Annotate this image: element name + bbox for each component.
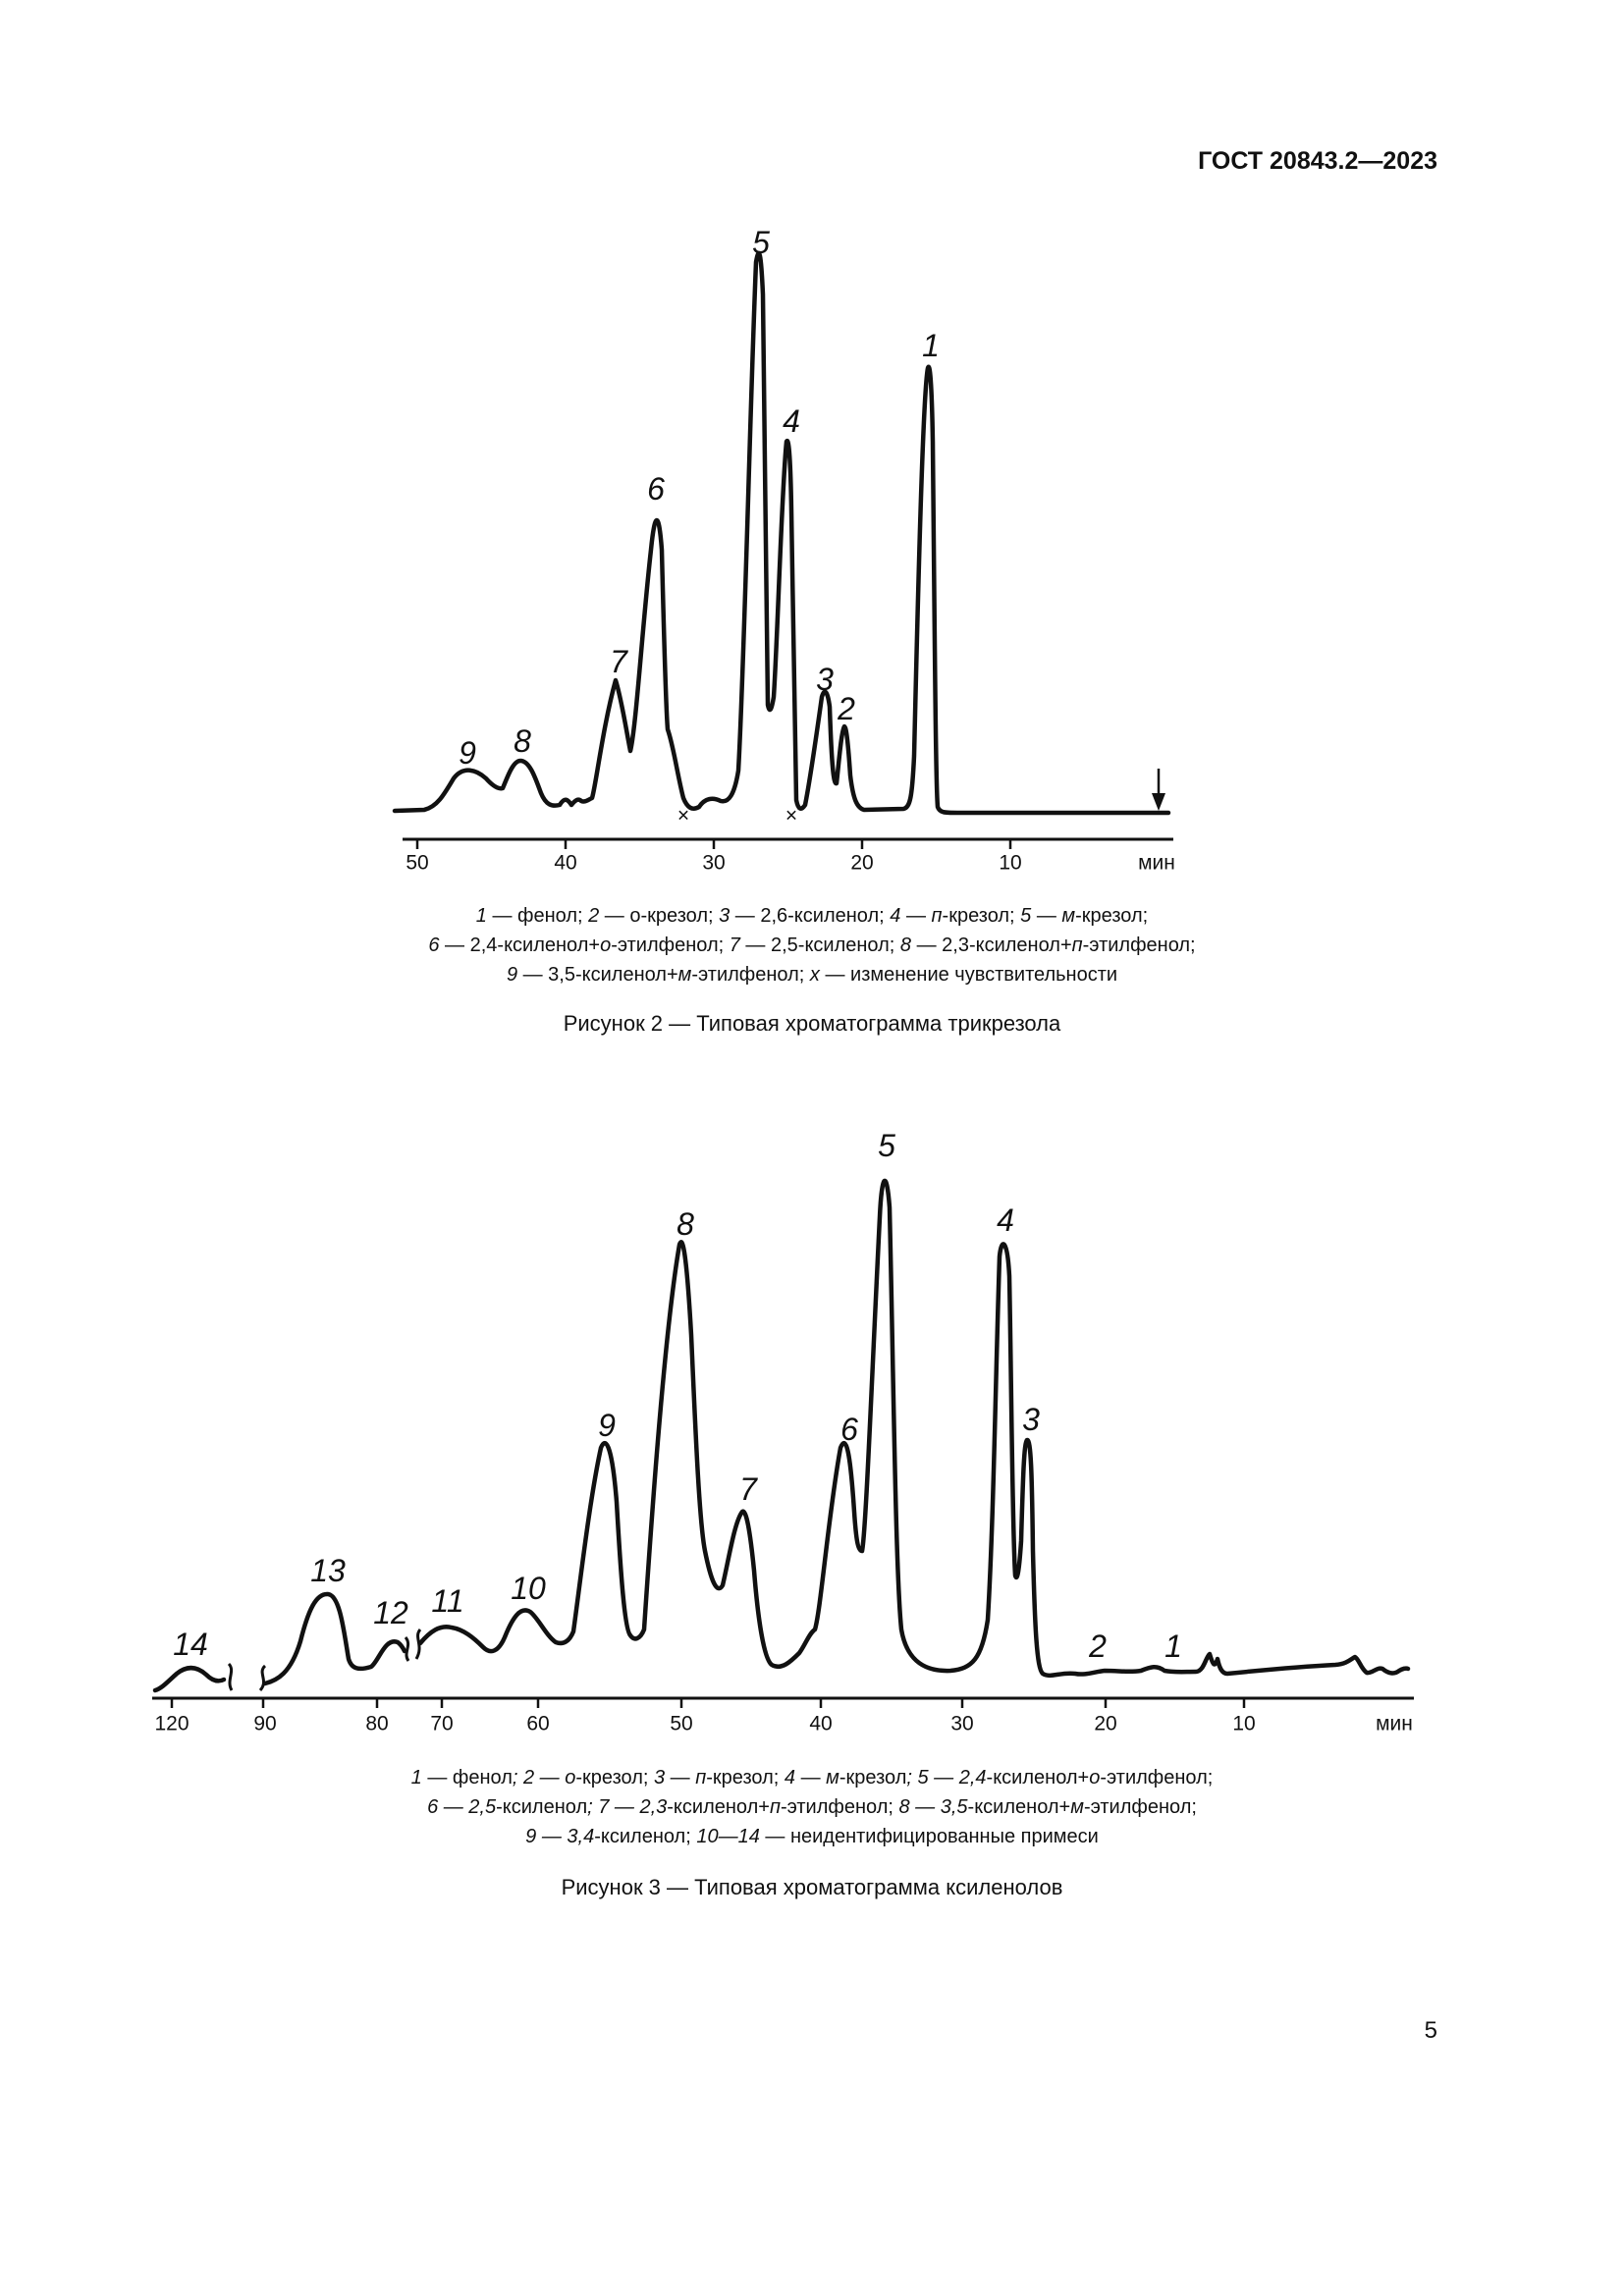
legend-text: -крезол; [1075,905,1149,927]
legend-text: — 2,5-ксиленол; [739,934,900,956]
x-tick-label: 30 [950,1712,974,1735]
axis-break-mark [406,1637,408,1661]
legend-italic-text: 6 [428,934,440,956]
legend-text: -ксиленол [496,1796,588,1818]
legend-italic-text: 6 — 2,5 [427,1796,497,1818]
peak-label: 7 [610,644,627,679]
document-id-header: ГОСТ 20843.2—2023 [1198,147,1437,175]
x-tick-label: 50 [406,851,429,875]
legend-italic-text: ; 7 — 2,3 [587,1796,668,1818]
peak-label: 10 [511,1571,546,1606]
x-tick-label: 120 [154,1712,189,1735]
peak-label: 3 [1022,1402,1040,1437]
legend-text: -крезол; [575,1767,654,1789]
legend-italic-text: м [1061,905,1076,927]
peak-label: 6 [840,1412,858,1447]
x-axis-unit-label: мин [1138,851,1175,875]
legend-text: — о-крезол; [599,905,720,927]
x-tick-label: 10 [999,851,1022,875]
legend-italic-text: 4 [784,1767,796,1789]
peak-label: 6 [647,471,665,507]
peak-label: 9 [598,1408,616,1443]
legend-text: -крезол; [706,1767,785,1789]
peak-label: 2 [1089,1629,1107,1664]
chromatogram-trace-segment [155,1668,224,1690]
legend-text: -этилфенол; [780,1796,899,1818]
legend-italic-text: м [826,1767,839,1789]
legend-text: — [1031,905,1062,927]
legend-text: -крезол [839,1767,907,1789]
legend-text: -ксиленол+ [967,1796,1071,1818]
chromatogram-trace [420,1181,1408,1676]
x-tick-label: 60 [526,1712,550,1735]
x-tick-label: 40 [809,1712,833,1735]
legend-text: — [665,1767,696,1789]
legend-text: -этилфенол; [1100,1767,1214,1789]
legend-italic-text: п [695,1767,707,1789]
peak-label: 13 [310,1553,346,1588]
legend-text: — 2,4-ксиленол+ [439,934,601,956]
legend-text: -ксиленол+ [667,1796,770,1818]
legend-text: — фенол [421,1767,513,1789]
legend-italic-text: 1 [475,905,487,927]
legend-italic-text: м [677,964,692,986]
legend-italic-text: 8 — 3,5 [898,1796,968,1818]
peak-label: 8 [514,723,531,759]
peak-label: 11 [431,1583,464,1619]
peak-label: 5 [752,225,770,260]
peak-label: 12 [373,1595,408,1630]
legend-text: -этилфенол; [691,964,810,986]
legend-italic-text: 1 [410,1767,422,1789]
legend-italic-text: 3 [719,905,731,927]
legend-text: — [795,1767,827,1789]
figure-2-caption: Рисунок 2 — Типовая хроматограмма трикрезола [563,1011,1061,1036]
x-axis-unit-label: мин [1376,1712,1413,1735]
legend-text: — [900,905,932,927]
figure-3-caption: Рисунок 3 — Типовая хроматограмма ксиленолов [561,1875,1063,1899]
sensitivity-change-mark: × [785,804,798,828]
x-tick-label: 10 [1232,1712,1256,1735]
peak-label: 8 [677,1206,694,1242]
axis-break-mark [260,1666,265,1690]
page-number: 5 [1424,2017,1437,2044]
legend-text: — 2,3-ксиленол+ [911,934,1072,956]
legend-italic-text: 9 — 3,4 [525,1826,595,1847]
legend-italic-text: 8 [899,934,912,956]
legend-line [0,1822,1624,1851]
legend-italic-text: ; 2 — о [512,1767,576,1789]
axis-break-mark [229,1664,232,1690]
sensitivity-change-mark: × [677,804,690,828]
peak-label: 3 [816,662,834,697]
legend-italic-text: о [1089,1767,1101,1789]
legend-text: — неидентифицированные примеси [759,1826,1099,1847]
legend-text: — изменение чувствительности [819,964,1118,986]
legend-text: — 2,6-ксиленол; [730,905,891,927]
legend-italic-text: о [600,934,612,956]
x-tick-label: 50 [670,1712,693,1735]
legend-italic-text: м [1070,1796,1084,1818]
legend-text: -этилфенол; [1083,1796,1197,1818]
x-tick-label: 20 [1094,1712,1117,1735]
figure-3-legend [0,1763,1624,1851]
x-tick-label: 90 [253,1712,277,1735]
peak-label: 4 [997,1202,1014,1238]
legend-italic-text: 7 [729,934,740,956]
peak-label: 5 [878,1128,895,1163]
legend-text: — фенол; [486,905,589,927]
legend-italic-text: п [1071,934,1083,956]
legend-text: -ксиленол; [594,1826,697,1847]
peak-label: 7 [739,1471,757,1507]
legend-text: -ксиленол+ [986,1767,1090,1789]
peak-label: 4 [783,403,800,439]
peak-label: 1 [922,328,940,363]
x-tick-label: 80 [365,1712,389,1735]
peak-label: 9 [459,735,476,771]
x-tick-label: 70 [430,1712,454,1735]
legend-italic-text: п [931,905,943,927]
peak-label: 1 [1164,1629,1182,1664]
legend-text: -крезол; [942,905,1021,927]
legend-italic-text: 5 [1020,905,1032,927]
x-tick-label: 40 [554,851,577,875]
legend-italic-text: п [769,1796,781,1818]
legend-text: — 3,5-ксиленол+ [517,964,678,986]
legend-italic-text: ; 5 — 2,4 [906,1767,987,1789]
legend-line [0,1763,1624,1792]
legend-italic-text: 2 [588,905,600,927]
peak-label: 2 [838,691,855,726]
peak-labels [173,1128,1182,1664]
legend-italic-text: 9 [506,964,518,986]
legend-italic-text: х [809,964,820,986]
x-tick-label: 30 [702,851,726,875]
legend-text: -этилфенол; [611,934,730,956]
legend-italic-text: 3 [654,1767,666,1789]
x-tick-labels [154,1713,1412,1735]
legend-italic-text: 4 [890,905,901,927]
legend-text: -этилфенол; [1082,934,1196,956]
peak-label: 14 [173,1627,208,1662]
legend-italic-text: 10—14 [696,1826,760,1847]
legend-line [0,1792,1624,1822]
x-tick-label: 20 [850,851,874,875]
